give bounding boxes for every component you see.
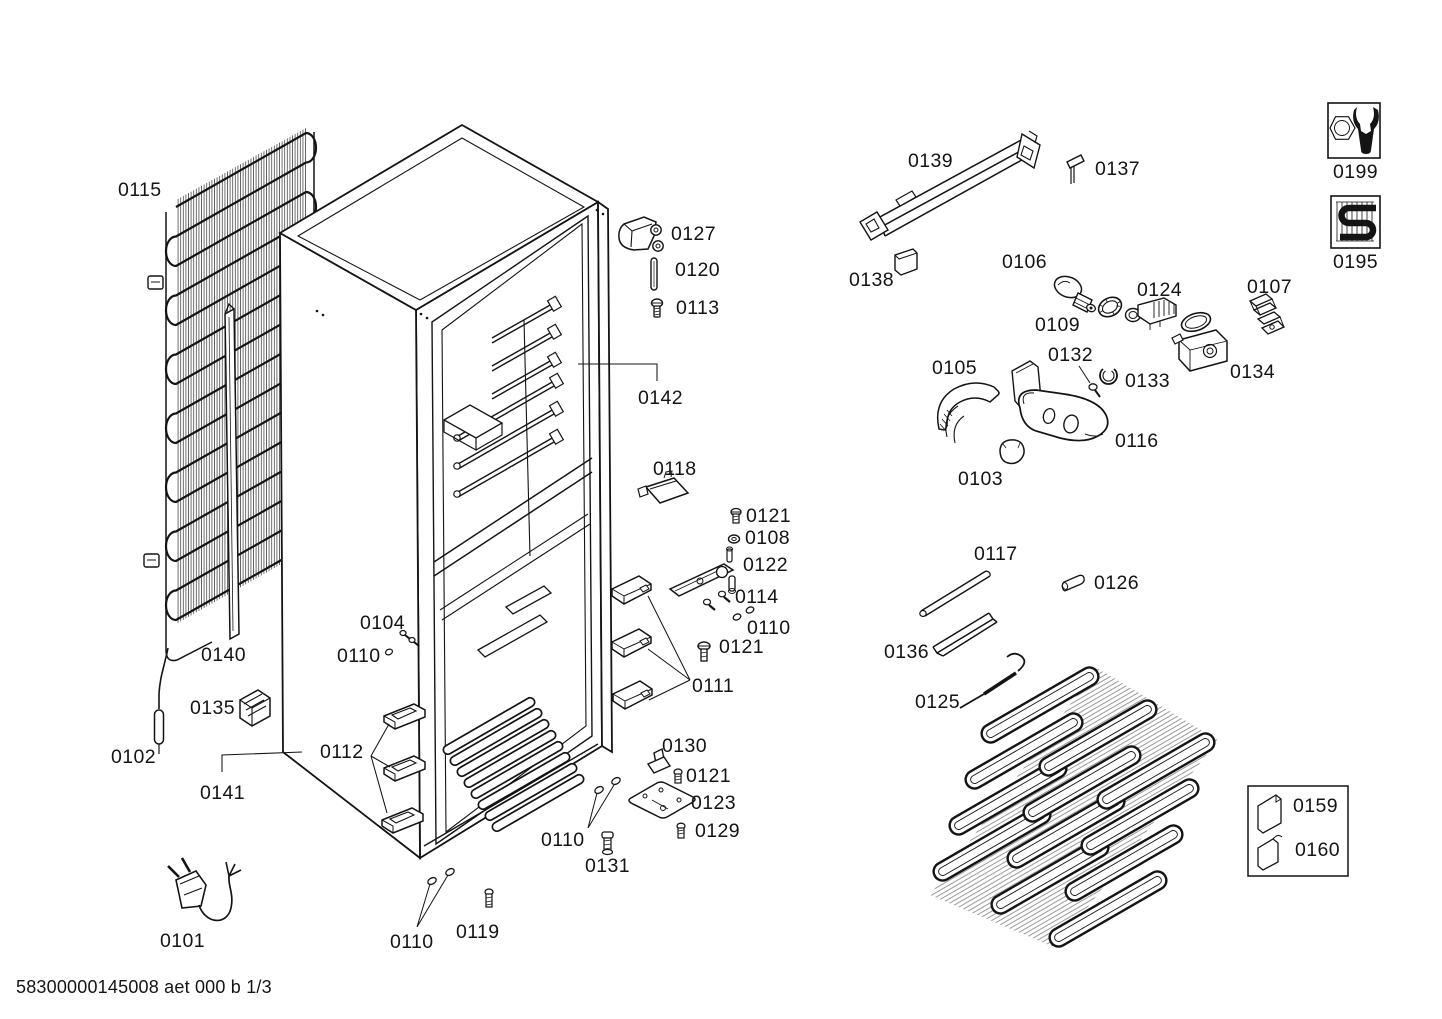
part-label-0138: 0138	[849, 269, 894, 291]
part-label-0115: 0115	[118, 179, 162, 201]
part-label-0142: 0142	[638, 387, 683, 409]
part-label-0121: 0121	[746, 505, 791, 527]
part-label-0132: 0132	[1048, 344, 1093, 366]
part-label-0141: 0141	[200, 782, 245, 804]
part-label-0139: 0139	[908, 150, 953, 172]
service-icon-box	[1328, 103, 1380, 158]
document-number: 58300000145008 aet 000 b 1/3	[16, 977, 272, 997]
part-label-0117: 0117	[974, 543, 1018, 565]
part-label-0137: 0137	[1095, 158, 1140, 180]
part-label-0112: 0112	[320, 741, 364, 763]
part-label-0110: 0110	[747, 617, 791, 639]
part-label-0111: 0111	[692, 675, 735, 697]
part-label-0199: 0199	[1333, 161, 1378, 183]
part-label-0102: 0102	[111, 746, 156, 768]
part-label-0131: 0131	[585, 855, 630, 877]
right-side-parts	[860, 131, 1284, 950]
part-label-0110: 0110	[390, 931, 434, 953]
part-label-0195: 0195	[1333, 251, 1378, 273]
part-label-0125: 0125	[915, 691, 960, 713]
part-label-0130: 0130	[662, 735, 707, 757]
part-label-0108: 0108	[745, 527, 790, 549]
part-label-0107: 0107	[1247, 276, 1292, 298]
part-label-0120: 0120	[675, 259, 720, 281]
part-label-0110: 0110	[541, 829, 585, 851]
part-label-0140: 0140	[201, 644, 246, 666]
part-label-0160: 0160	[1295, 839, 1340, 861]
part-label-0110: 0110	[337, 645, 381, 667]
refrigerator-cabinet	[280, 125, 612, 858]
part-label-0126: 0126	[1094, 572, 1139, 594]
part-label-0104: 0104	[360, 612, 405, 634]
part-label-0159: 0159	[1293, 795, 1338, 817]
part-label-0135: 0135	[190, 697, 235, 719]
part-label-0127: 0127	[671, 223, 716, 245]
spacer-blocks	[612, 576, 652, 709]
part-label-0119: 0119	[456, 921, 500, 943]
door-switch-and-hinge-parts	[638, 471, 755, 661]
part-label-0123: 0123	[691, 792, 736, 814]
documents-legend-box	[1248, 786, 1348, 876]
part-label-0113: 0113	[676, 297, 720, 319]
part-label-0101: 0101	[160, 930, 205, 952]
part-label-0105: 0105	[932, 357, 977, 379]
part-label-0114: 0114	[735, 586, 779, 608]
top-hinge-parts	[619, 217, 663, 317]
part-label-0134: 0134	[1230, 361, 1275, 383]
part-label-0129: 0129	[695, 820, 740, 842]
part-label-0122: 0122	[743, 554, 788, 576]
part-label-0109: 0109	[1035, 314, 1080, 336]
part-label-0133: 0133	[1125, 370, 1170, 392]
part-label-0136: 0136	[884, 641, 929, 663]
part-label-0116: 0116	[1115, 430, 1159, 452]
part-label-0106: 0106	[1002, 251, 1047, 273]
condenser-icon-box	[1331, 196, 1380, 248]
power-cord	[168, 858, 241, 920]
part-label-0118: 0118	[653, 458, 697, 480]
part-label-0124: 0124	[1137, 279, 1182, 301]
part-label-0121: 0121	[719, 636, 764, 658]
part-label-0121: 0121	[686, 765, 731, 787]
part-label-0103: 0103	[958, 468, 1003, 490]
